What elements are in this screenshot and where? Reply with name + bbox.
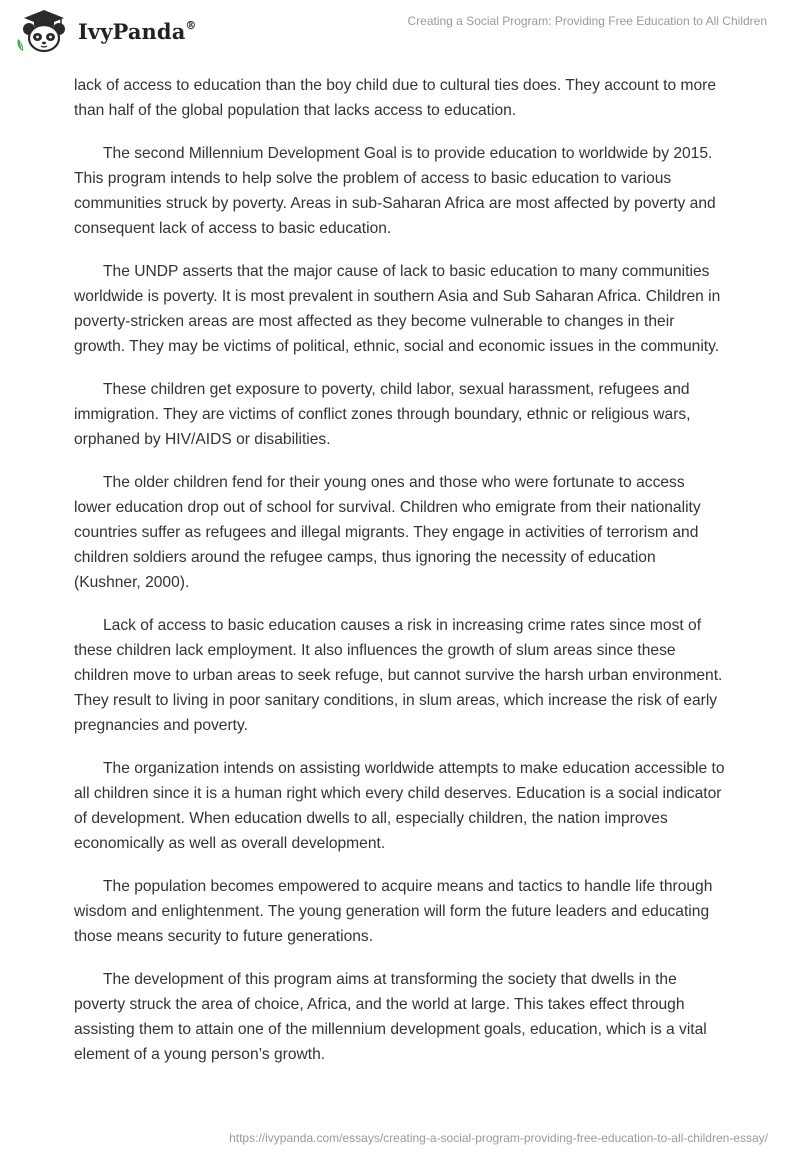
paragraph: The UNDP asserts that the major cause of lack to basic education to many communities worldwide is poverty. It is most prevalent in southern Asia and Sub Saharan Africa. Children in poverty-stricken areas are most affected as they become vulnerable to changes in their growth. They may be victims of political, ethnic, social and economic issues in the community. — [74, 263, 721, 355]
paragraph: The second Millennium Development Goal is to provide education to worldwide by 2015. This program intends to help solve the problem of access to basic education to various communities struck by poverty. Areas in sub-Saharan Africa are most affected by poverty and consequent lack of access to basic education. — [74, 145, 716, 237]
paragraph-continued: lack of access to education than the boy child due to cultural ties does. They account to more than half of the global population that lacks access to education. — [74, 77, 717, 119]
paragraph: The older children fend for their young ones and those who were fortunate to access lower education drop out of school for survival. Children who emigrate from their nationality countries suffer as refugees and illegal migrants. They engage in activities of terrorism and children soldiers around the refugee camps, thus ignoring the necessity of education (Kushner, 2000). — [74, 474, 701, 591]
paragraph: The development of this program aims at transforming the society that dwells in the poverty struck the area of choice, Africa, and the world at large. This takes effect through assisting them to attain one of the millennium development goals, education, which is a vital element of a young person’s growth. — [74, 971, 707, 1063]
paragraph: These children get exposure to poverty, child labor, sexual harassment, refugees and immigration. They are victims of conflict zones through boundary, ethnic or religious wars, orphaned by HIV/AIDS or disabilities. — [74, 381, 691, 448]
panda-graduate-logo-icon[interactable] — [14, 9, 70, 53]
paragraph: The organization intends on assisting worldwide attempts to make education accessible to all children since it is a human right which every child deserves. Education is a social indicator of development. When education dwells to all, especially children, the nation improves economically as well as overall development. — [74, 760, 725, 852]
source-url[interactable]: https://ivypanda.com/essays/creating-a-social-program-providing-free-education-to-all-children-essay/ — [229, 1131, 768, 1145]
brand-text: IvyPanda — [78, 19, 186, 44]
essay-body — [74, 73, 726, 1085]
brand-name[interactable] — [78, 19, 197, 44]
registered-mark: ® — [185, 19, 197, 32]
page-header — [0, 0, 800, 60]
paragraph: Lack of access to basic education causes a risk in increasing crime rates since most of these children lack employment. It also influences the growth of slum areas since these children move to urban areas to seek refuge, but cannot survive the harsh urban environment. They result to living in poor sanitary conditions, in slum areas, which increase the risk of early pregnancies and poverty. — [74, 617, 723, 734]
paragraph: The population becomes empowered to acquire means and tactics to handle life through wisdom and enlightenment. The young generation will form the future leaders and educating those means security to future generations. — [74, 878, 713, 945]
document-title: Creating a Social Program: Providing Free Education to All Children — [407, 14, 767, 28]
